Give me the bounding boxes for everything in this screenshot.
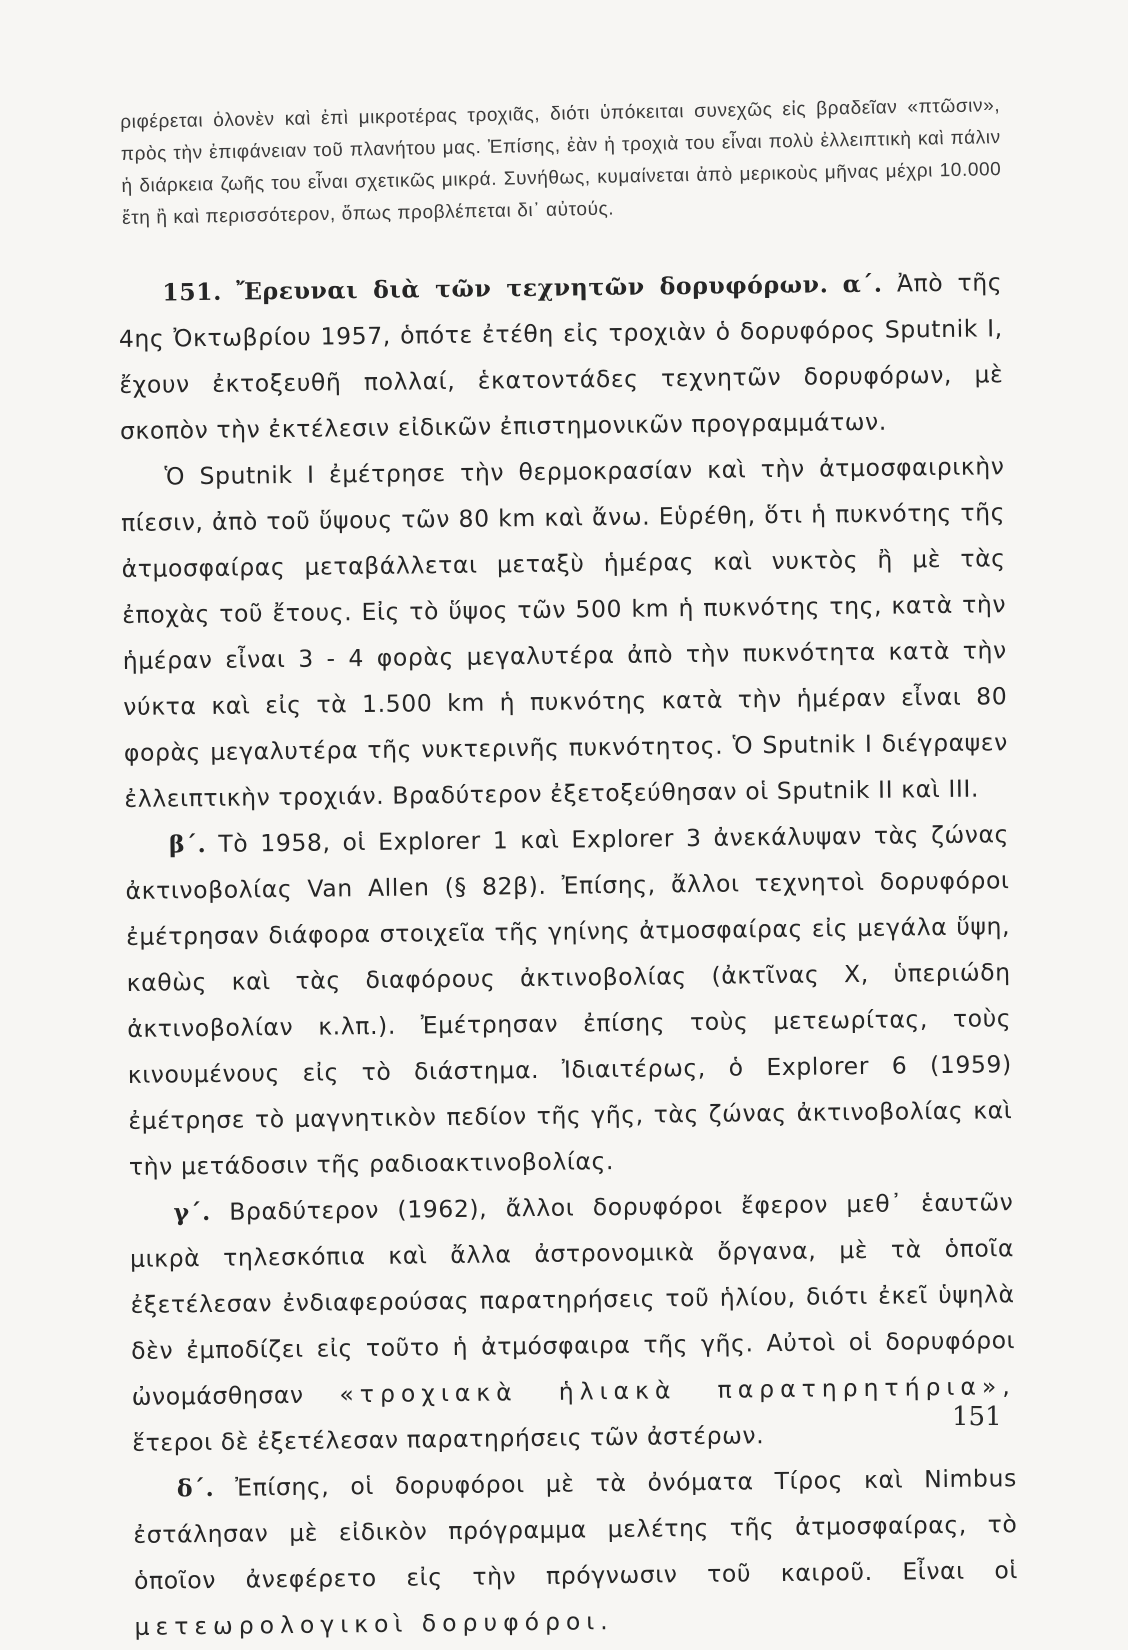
- paragraph-gamma-text-after: ἕτεροι δὲ ἐξετέλεσαν παρατηρήσεις τῶν ἀστέρων.: [132, 1421, 765, 1457]
- section-title: Ἔρευναι διὰ τῶν τεχνητῶν δορυφόρων.: [236, 270, 829, 306]
- paragraph-gamma-block: [129, 1179, 1016, 1466]
- spaced-term-meteorological-satellites: μετεωρολογικοὶ δορυφόροι.: [134, 1607, 614, 1641]
- section-number: 151.: [162, 277, 223, 307]
- section-heading-paragraph: [118, 259, 1004, 454]
- spaced-term-solar-observatories: «τροχιακὰ ἡλιακὰ παρατηρητήρια»,: [339, 1372, 1016, 1409]
- paragraph-alpha: Ἀπὸ τῆς 4ης Ὀκτωβρίου 1957, ὁπότε ἐτέθη εἰς τροχιὰν ὁ δορυφόρος Sputnik I, ἔχουν ἐκτοξευθῆ πολλαί, ἑκατοντάδες τεχνητῶν δορυφόρων, μὲ σκοπὸν τὴν ἐκτέλεσιν εἰδικῶν ἐπιστημονικῶν προγραμμάτων.: [118, 268, 1004, 445]
- subsection-marker-delta: δ΄.: [176, 1473, 215, 1503]
- intro-paragraph: ριφέρεται ὁλονὲν καὶ ἐπὶ μικροτέρας τροχιᾶς, διότι ὑπόκειται συνεχῶς εἰς βραδεῖαν «πτῶσιν», πρὸς τὴν ἐπιφάνειαν τοῦ πλανήτου μας. Ἐπίσης, ἐὰν ἡ τροχιὰ του εἶναι πολὺ ἐλλειπτικὴ καὶ πάλιν ἡ διάρκεια ζωῆς του εἶναι σχετικῶς μικρά. Συνήθως, κυμαίνεται ἀπὸ μερικοὺς μῆνας μέχρι 10.000 ἔτη ἢ καὶ περισσότερον, ὅπως προβλέπεται δι᾽ αὐτούς.: [120, 95, 1002, 229]
- subsection-marker-gamma: γ΄.: [173, 1197, 211, 1227]
- paragraph-delta-text: Ἐπίσης, οἱ δορυφόροι μὲ τὰ ὀνόματα Τίρος καὶ Nimbus ἐστάλησαν μὲ εἰδικὸν πρόγραμμα μελέτης τῆς ἀτμοσφαίρας, τὸ ὁποῖον ἀνεφέρετο εἰς τὴν πρόγνωσιν τοῦ καιροῦ. Εἶναι οἱ: [133, 1464, 1019, 1595]
- paragraph-sputnik: Ὁ Sputnik I ἐμέτρησε τὴν θερμοκρασίαν καὶ τὴν ἀτμοσφαιρικὴν πίεσιν, ἀπὸ τοῦ ὕψους τῶν 80 km καὶ ἄνω. Εὑρέθη, ὅτι ἡ πυκνότης τῆς ἀτμοσφαίρας μεταβάλλεται μεταξὺ ἡμέρας καὶ νυκτὸς ἢ μὲ τὰς ἐποχὰς τοῦ ἔτους. Εἰς τὸ ὕψος τῶν 500 km ἡ πυκνότης της, κατὰ τὴν ἡμέραν εἶναι 3 - 4 φορὰς μεγαλυτέρα ἀπὸ τὴν πυκνότητα κατὰ τὴν νύκτα καὶ εἰς τὰ 1.500 km ἡ πυκνότης κατὰ τὴν ἡμέραν εἶναι 80 φορὰς μεγαλυτέρα τῆς νυκτερινῆς πυκνότητος. Ὁ Sputnik I διέγραψεν ἐλλειπτικὴν τροχιάν. Βραδύτερον ἐξετοξεύθησαν οἱ Sputnik II καὶ III.: [120, 452, 1009, 813]
- paragraph-gamma-text: Βραδύτερον (1962), ἄλλοι δορυφόροι ἔφερον μεθ᾽ ἑαυτῶν μικρὰ τηλεσκόπια καὶ ἄλλα ἀστρονομικὰ ὄργανα, μὲ τὰ ὁποῖα ἐξετέλεσαν ἐνδιαφερούσας παρατηρήσεις τοῦ ἡλίου, διότι ἐκεῖ ὑψηλὰ δὲν ἐμποδίζει εἰς τοῦτο ἡ ἀτμόσφαιρα τῆς γῆς. Αὐτοὶ οἱ δορυφόροι ὠνομάσθησαν: [129, 1188, 1016, 1411]
- page-number: 151: [952, 1402, 1002, 1432]
- subsection-marker-beta: β΄.: [168, 829, 207, 859]
- paragraph-beta-block: [125, 811, 1013, 1190]
- paragraph-beta: Τὸ 1958, οἱ Explorer 1 καὶ Explorer 3 ἀνεκάλυψαν τὰς ζώνας ἀκτινοβολίας Van Allen (§ 82β). Ἐπίσης, ἄλλοι τεχνητοὶ δορυφόροι ἐμέτρησαν διάφορα στοιχεῖα τῆς γηίνης ἀτμοσφαίρας εἰς μεγάλα ὕψη, καθὼς καὶ τὰς διαφόρους ἀκτινοβολίας (ἀκτῖνας Χ, ὑπεριώδη ἀκτινοβολίαν κ.λπ.). Ἐμέτρησαν ἐπίσης τοὺς μετεωρίτας, τοὺς κινουμένους εἰς τὸ διάστημα. Ἰδιαιτέρως, ὁ Explorer 6 (1959) ἐμέτρησε τὸ μαγνητικὸν πεδίον τῆς γῆς, τὰς ζώνας ἀκτινοβολίας καὶ τὴν μετάδοσιν τῆς ραδιοακτινοβολίας.: [125, 820, 1013, 1181]
- paragraph-delta-block: [133, 1455, 1019, 1650]
- subsection-marker-alpha: α΄.: [842, 269, 883, 299]
- section-body: [118, 259, 1019, 1650]
